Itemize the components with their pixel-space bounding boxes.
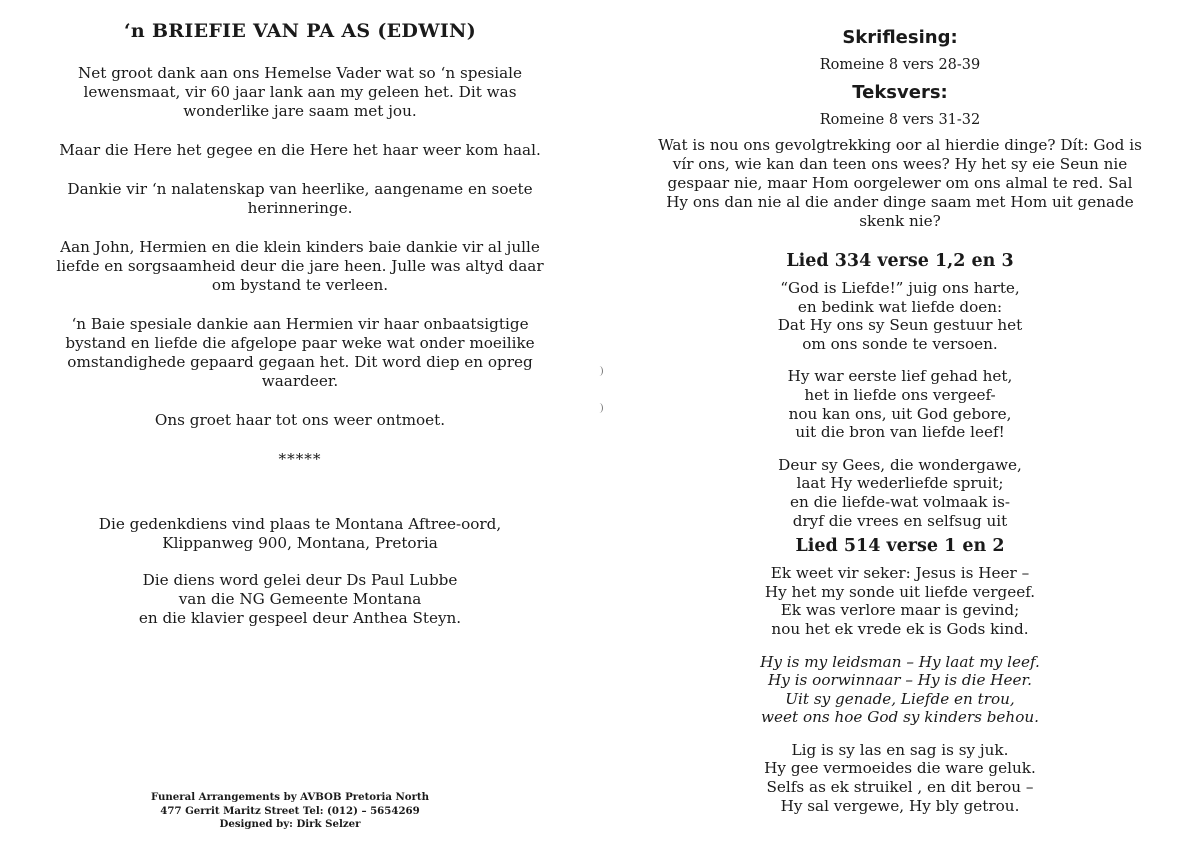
text-line: liefde en sorgsaamheid deur die jare heen. Julle was altyd daar [56, 257, 544, 275]
text-line: om bystand te verleen. [211, 276, 389, 294]
text-line: skenk nie? [859, 212, 941, 230]
footer-line: 477 Gerrit Maritz Street Tel: (012) – 5654269 [160, 804, 420, 817]
text-line: bystand en liefde die afgelope paar weke wat onder moeilike [65, 334, 535, 352]
song1-title: Lied 334 verse 1,2 en 3 [786, 251, 1014, 271]
song1-verse [640, 367, 1160, 441]
text-line: Net groot dank aan ons Hemelse Vader wat so ‘n spesiale [77, 64, 523, 82]
verse-line: Hy war eerste lief gehad het, [787, 367, 1013, 386]
letter-paragraph [40, 180, 560, 218]
text-line: lewensmaat, vir 60 jaar lank aan my geleen het. Dit was [83, 83, 517, 101]
separator-stars: ***** [278, 450, 322, 468]
verse-line: weet ons hoe God sy kinders behou. [761, 708, 1039, 727]
verse-line: om ons sonde te versoen. [802, 334, 998, 353]
text-line: wonderlike jare saam met jou. [183, 102, 417, 120]
song2-title: Lied 514 verse 1 en 2 [795, 536, 1005, 557]
text-line: Dankie vir ‘n nalatenskap van heerlike, aangename en soete [67, 180, 533, 198]
verse-line: Hy het my sonde uit liefde vergeef. [764, 582, 1036, 601]
text-heading: Teksvers: [852, 82, 948, 103]
verse-line: Hy sal vergewe, Hy bly getrou. [780, 796, 1020, 815]
verse-line: Selfs as ek struikel , en dit berou – [766, 778, 1034, 797]
letter-body [40, 64, 560, 646]
letter-paragraph [40, 411, 560, 430]
service-location [40, 515, 560, 553]
text-line: ‘n Baie spesiale dankie aan Hermien vir haar onbaatsigtige [71, 315, 529, 333]
verse-line: Hy gee vermoeides die ware geluk. [764, 759, 1036, 778]
letter-title: ‘n BRIEFIE VAN PA AS (EDWIN) [124, 20, 476, 42]
funeral-footer [140, 791, 440, 832]
song2-verse [640, 741, 1160, 815]
text-line: Wat is nou ons gevolgtrekking oor al hierdie dinge? Dít: God is [658, 136, 1142, 154]
service-leader [40, 571, 560, 628]
letter-paragraph [40, 315, 560, 391]
text-verse [640, 136, 1160, 231]
text-line: Maar die Here het gegee en die Here het haar weer kom haal. [59, 141, 541, 159]
verse-line: Deur sy Gees, die wondergawe, [778, 455, 1022, 474]
text-line: Die gedenkdiens vind plaas te Montana Aftree-oord, [98, 515, 502, 533]
verse-line: en bedink wat liefde doen: [797, 297, 1003, 316]
footer-line: Designed by: Dirk Selzer [219, 818, 361, 830]
text-line: van die NG Gemeente Montana [178, 590, 422, 608]
verse-line: laat Hy wederliefde spruit; [796, 474, 1004, 493]
letter-paragraph [40, 141, 560, 160]
verse-line: Hy is oorwinnaar – Hy is die Heer. [768, 671, 1032, 690]
text-line: Ons groet haar tot ons weer ontmoet. [154, 411, 446, 429]
text-line: herinneringe. [247, 199, 353, 217]
right-page [600, 0, 1200, 844]
song1-verse [640, 456, 1160, 530]
song2-chorus [640, 653, 1160, 727]
text-line: en die klavier gespeel deur Anthea Steyn. [138, 609, 462, 627]
footer-line: Funeral Arrangements by AVBOB Pretoria North [150, 791, 430, 803]
verse-line: nou het ek vrede ek is Gods kind. [771, 619, 1029, 638]
text-line: waardeer. [261, 372, 339, 390]
verse-line: Dat Hy ons sy Seun gestuur het [777, 316, 1023, 335]
verse-line: Uit sy genade, Liefde en trou, [785, 689, 1015, 708]
reading-reference: Romeine 8 vers 28-39 [819, 57, 981, 73]
verse-line: Hy is my leidsman – Hy laat my leef. [760, 652, 1040, 671]
verse-line: dryf die vrees en selfsug uit [792, 511, 1008, 530]
program-body [640, 26, 1160, 815]
text-line: omstandighede gepaard gegaan het. Dit word diep en opreg [67, 353, 533, 371]
verse-line: uit die bron van liefde leef! [795, 423, 1005, 442]
reading-heading: Skriflesing: [842, 27, 958, 48]
verse-line: Lig is sy las en sag is sy juk. [791, 740, 1009, 759]
text-line: gespaar nie, maar Hom oorgelewer om ons almal te red. Sal [667, 174, 1133, 192]
verse-line: Ek weet vir seker: Jesus is Heer – [770, 564, 1030, 583]
text-line: Klippanweg 900, Montana, Pretoria [162, 534, 438, 552]
verse-line: Ek was verlore maar is gevind; [780, 601, 1020, 620]
text-line: vír ons, wie kan dan teen ons wees? Hy het sy eie Seun nie [672, 155, 1128, 173]
verse-line: “God is Liefde!” juig ons harte, [780, 279, 1020, 297]
verse-line: nou kan ons, uit God gebore, [788, 404, 1012, 423]
text-line: Aan John, Hermien en die klein kinders baie dankie vir al julle [60, 238, 540, 256]
text-line: Hy ons dan nie al die ander dinge saam met Hom uit genade [666, 193, 1134, 211]
letter-paragraph [40, 64, 560, 121]
letter-paragraph [40, 238, 560, 295]
text-reference: Romeine 8 vers 31-32 [819, 112, 981, 128]
song2-verse [640, 564, 1160, 638]
song1-verse [640, 279, 1160, 353]
verse-line: het in liefde ons vergeef- [804, 385, 996, 404]
text-line: Die diens word gelei deur Ds Paul Lubbe [142, 571, 458, 589]
verse-line: en die liefde-wat volmaak is- [789, 492, 1011, 511]
